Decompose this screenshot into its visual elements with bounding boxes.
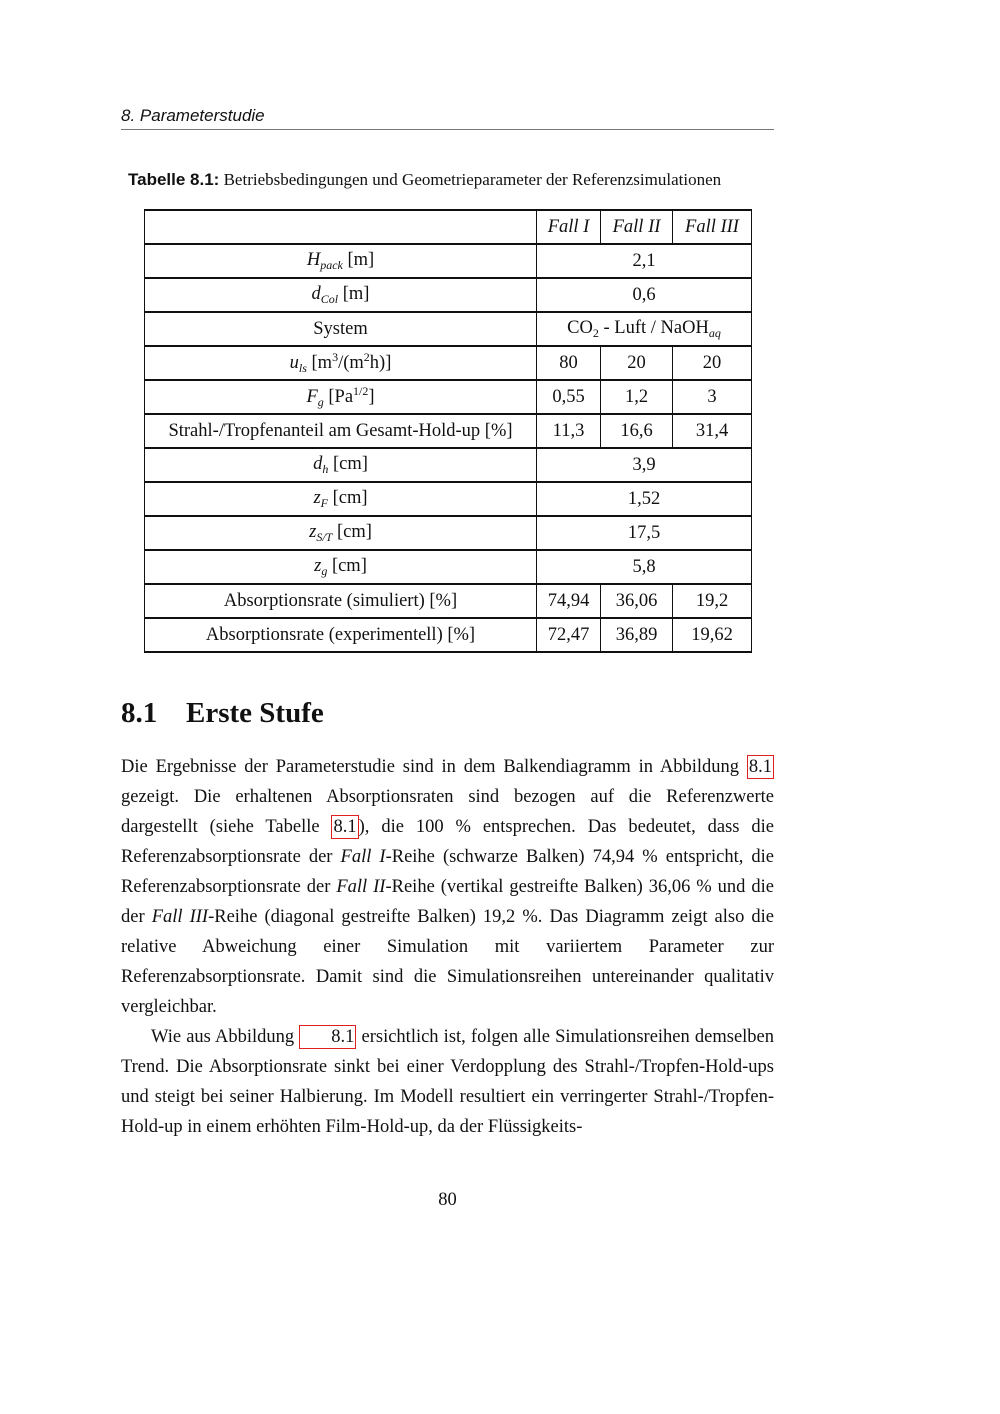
table-row: [145, 380, 752, 414]
table-cell: 20: [673, 346, 752, 380]
table-row: [145, 448, 752, 482]
table-row: [145, 244, 752, 278]
row-label: $H_{pack}$ [m]: [145, 244, 537, 278]
row-label: Absorptionsrate (experimentell) [%]: [145, 618, 537, 652]
paragraph: Die Ergebnisse der Parameterstudie sind in dem Balkendiagramm in Abbildung 8.1 gezeigt. Die erhaltenen Absorptionsraten sind bezogen auf die Referenzwerte dargestellt (siehe Tabelle 8.1 ), die 100 % entsprechen. Das bedeutet, dass die Referenzabsorptionsrate der Fall I-Reihe (schwarze Balken) 74,94 % entspricht, die Referenzabsorptionsrate der Fall II-Reihe (vertikal gestreifte Balken) 36,06 % und die der Fall III-Reihe (diagonal gestreifte Balken) 19,2 %. Das Diagramm zeigt also die relative Abweichung einer Simulation mit variiertem Parameter zur Referenzabsorptionsrate. Damit sind die Simulationsreihen untereinander qualitativ vergleichbar.: [121, 757, 775, 1017]
row-label: $F_g$ $[Pa^{1/2}]$: [145, 380, 537, 414]
table-caption: [128, 169, 721, 191]
figure-reference-link[interactable]: 8.1: [299, 1025, 356, 1049]
table-row: [145, 312, 752, 346]
table-cell: $CO_2$ - Luft / NaOH$_{aq}$: [537, 312, 752, 346]
paragraph: Wie aus Abbildung 8.1 ersichtlich ist, folgen alle Simulationsreihen demselben Trend. Die Absorptionsrate sinkt bei einer Verdopplung des Strahl-/Tropfen-Hold-ups und steigt bei seiner Halbierung. Im Modell resultiert ein verringerter Strahl-/Tropfen-Hold-up in einem erhöhten Film-Hold-up, da der Flüssigkeits-: [121, 1027, 775, 1137]
table-cell: 1,52: [537, 482, 752, 516]
row-label: Absorptionsrate (simuliert) [%]: [145, 584, 537, 618]
row-label: $u_{ls}$ $[m^3/(m^2h)]$: [145, 346, 537, 380]
table-header-row: [145, 210, 752, 244]
section-number: 8.1: [121, 697, 158, 729]
table-cell: 19,2: [673, 584, 752, 618]
table-cell: 0,55: [537, 380, 601, 414]
table-cell: 11,3: [537, 414, 601, 448]
table-row: [145, 584, 752, 618]
section-heading: [121, 696, 324, 730]
row-label: Strahl-/Tropfenanteil am Gesamt-Hold-up [%]: [145, 414, 537, 448]
table-cell: 17,5: [537, 516, 752, 550]
table-cell: 5,8: [537, 550, 752, 584]
parameter-table: [144, 209, 752, 653]
table-cell: 3,9: [537, 448, 752, 482]
table-cell: 0,6: [537, 278, 752, 312]
row-label: $z_{S/T}$ [cm]: [145, 516, 537, 550]
table-cell: 36,89: [601, 618, 673, 652]
row-label: System: [145, 312, 537, 346]
figure-reference-link[interactable]: 8.1: [748, 757, 772, 777]
table-caption-text: Betriebsbedingungen und Geometrieparameter der Referenzsimulationen: [219, 170, 722, 189]
table-caption-label: Tabelle 8.1:: [128, 170, 220, 189]
table-cell: 16,6: [601, 414, 673, 448]
row-label: $z_F$ [cm]: [145, 482, 537, 516]
table-reference-link[interactable]: 8.1: [333, 817, 357, 837]
table-row: [145, 278, 752, 312]
table-row: [145, 516, 752, 550]
page-number: 80: [438, 1190, 457, 1210]
row-label: $d_{Col}$ [m]: [145, 278, 537, 312]
running-header: 8. Parameterstudie: [121, 106, 774, 130]
table-cell: 36,06: [601, 584, 673, 618]
row-label: $z_g$ [cm]: [145, 550, 537, 584]
column-header: Fall III: [673, 210, 752, 244]
table-cell: 19,62: [673, 618, 752, 652]
table-cell: 74,94: [537, 584, 601, 618]
table-row: [145, 550, 752, 584]
table-cell: 31,4: [673, 414, 752, 448]
column-header: Fall I: [537, 210, 601, 244]
column-header: Fall II: [601, 210, 673, 244]
table-cell: 72,47: [537, 618, 601, 652]
table-row: [145, 482, 752, 516]
table-cell: 3: [673, 380, 752, 414]
table-cell: 1,2: [601, 380, 673, 414]
section-title: Erste Stufe: [186, 697, 324, 729]
table-cell: 20: [601, 346, 673, 380]
table-row: [145, 618, 752, 652]
table-row: [145, 346, 752, 380]
table-cell: 80: [537, 346, 601, 380]
table-row: [145, 414, 752, 448]
row-label: $d_h$ [cm]: [145, 448, 537, 482]
table-cell: 2,1: [537, 244, 752, 278]
